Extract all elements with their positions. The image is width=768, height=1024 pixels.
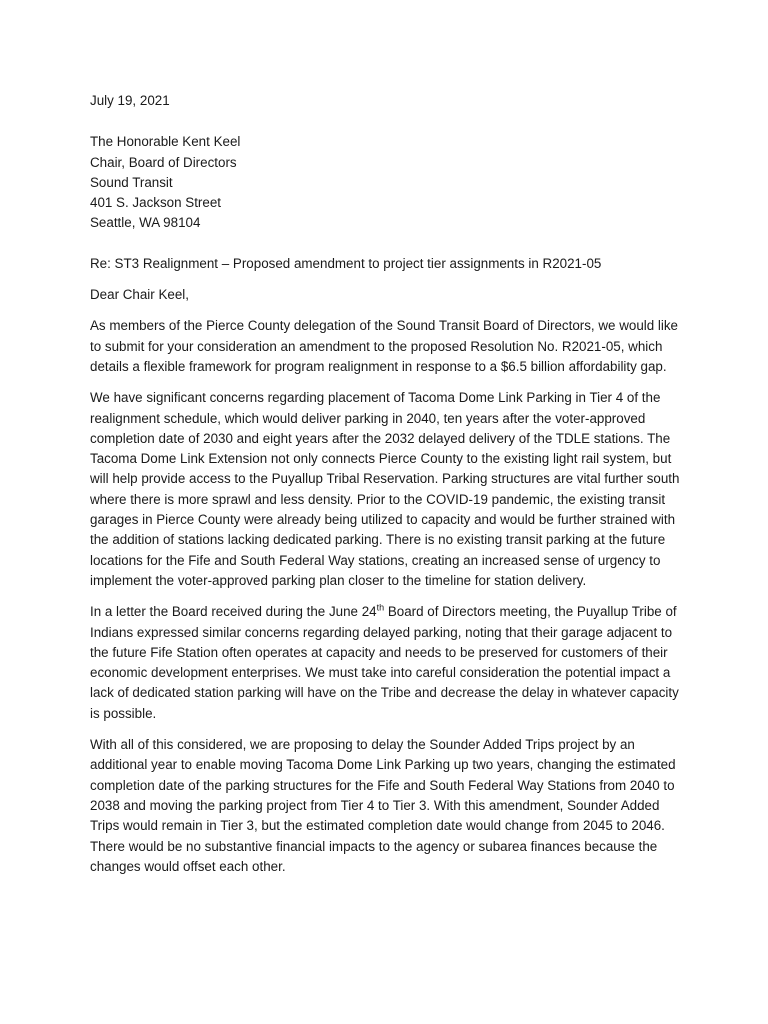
body-paragraph-4: With all of this considered, we are proposing to delay the Sounder Added Trips project by an additional year to enable moving Tacoma Dome Link Parking up two years, changing the estimated completion date of the parking structures for the Fife and South Federal Way Stations from 2040 to 2038 and moving the parking project from Tier 4 to Tier 3. With this amendment, Sounder Added Trips would remain in Tier 3, but the estimated completion date would change from 2045 to 2046. There would be no substantive financial impacts to the agency or subarea finances because the changes would offset each other. [90,737,676,874]
letter-page [90,91,690,888]
letter-date: July 19, 2021 [90,93,170,108]
body-paragraph-3 [90,602,690,724]
paragraph-3-start: In a letter the Board received during the June 24 [90,604,377,620]
recipient-name: The Honorable Kent Keel [90,134,241,150]
ordinal-suffix: th [376,602,385,613]
recipient-title: Chair, Board of Directors [90,154,237,170]
recipient-organization: Sound Transit [90,174,173,190]
paragraph-3-rest: Board of Directors meeting, the Puyallup Tribe of Indians expressed similar concerns regarding delayed parking, noting that their garage adjacent to the future Fife Station often operates at capacity and needs to be preserved for customers of their economic development enterprises. We must take into careful consideration the potential impact a lack of dedicated station parking will have on the Tribe and decrease the delay in whatever capacity is possible. [90,604,679,721]
body-paragraph-1: As members of the Pierce County delegation of the Sound Transit Board of Directors, we would like to submit for your consideration an amendment to the proposed Resolution No. R2021-05, which details a flexible framework for program realignment in response to a $6.5 billion affordability gap. [90,318,678,374]
salutation: Dear Chair Keel, [90,287,189,303]
subject-line: Re: ST3 Realignment – Proposed amendment to project tier assignments in R2021-05 [90,255,602,271]
recipient-city: Seattle, WA 98104 [90,215,201,231]
recipient-address [90,132,690,233]
recipient-street: 401 S. Jackson Street [90,195,222,211]
body-paragraph-2: We have significant concerns regarding placement of Tacoma Dome Link Parking in Tier 4 of the realignment schedule, which would deliver parking in 2040, ten years after the voter-approved completion date of 2030 and eight years after the 2032 delayed delivery of the TDLE stations. The Tacoma Dome Link Extension not only connects Pierce County to the existing light rail system, but will help provide access to the Puyallup Tribal Reservation. Parking structures are vital further south where there is more sprawl and less density. Prior to the COVID-19 pandemic, the existing transit garages in Pierce County were already being utilized to capacity and would be further strained with the addition of stations lacking dedicated parking. There is no existing transit parking at the future locations for the Fife and South Federal Way stations, creating an increased sense of urgency to implement the voter-approved parking plan closer to the timeline for station delivery. [90,390,680,588]
